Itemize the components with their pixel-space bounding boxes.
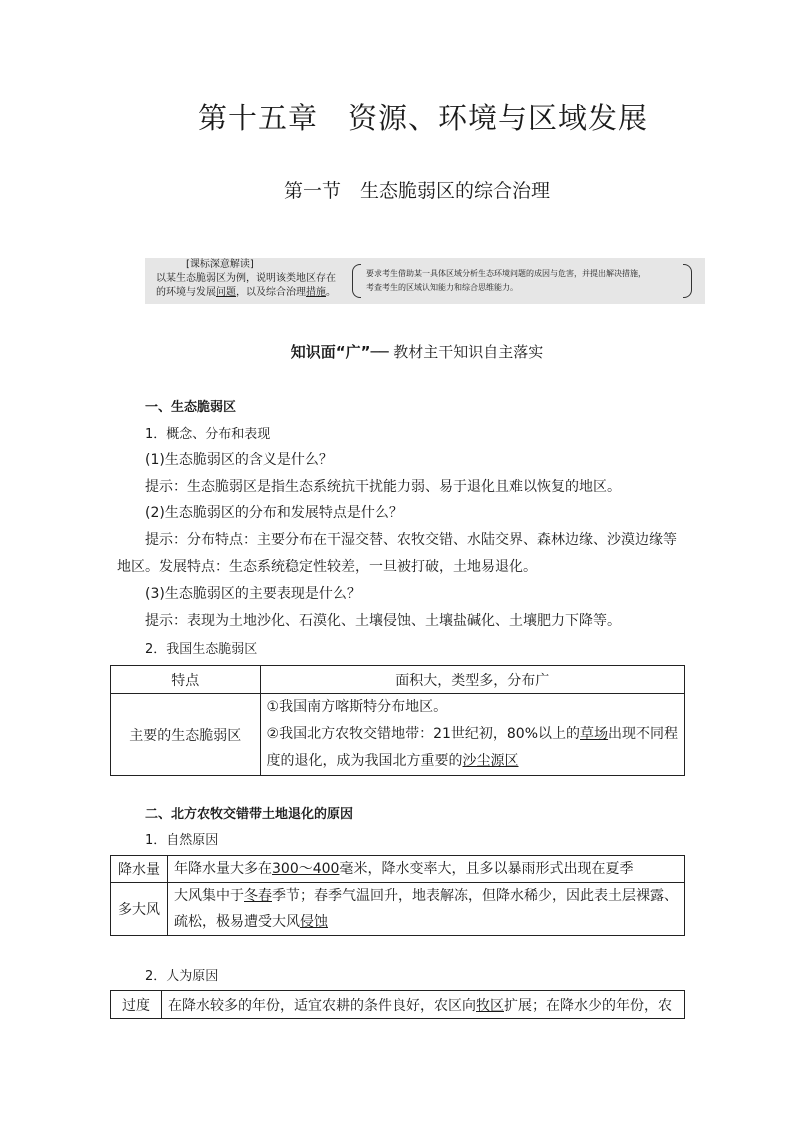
table-cell: 年降水量大多在300～400毫米，降水变率大，且多以暴雨形式出现在夏季 — [168, 856, 685, 883]
natural-causes-table — [110, 855, 685, 936]
banner-interpretation — [352, 264, 692, 300]
table-row — [111, 694, 685, 776]
section-title: 第一节 生态脆弱区的综合治理 — [283, 180, 550, 202]
human-causes-table — [110, 990, 685, 1019]
answer-2-line2: 地区。发展特点：生态系统稳定性较差，一旦被打破，土地易退化。 — [117, 559, 537, 575]
part1-sub1: 1．概念、分布和表现 — [145, 427, 271, 442]
question-2: (2)生态脆弱区的分布和发展特点是什么？ — [145, 505, 403, 521]
left-brace-icon — [352, 264, 361, 298]
table-header-cell: 面积大，类型多，分布广 — [260, 666, 684, 694]
table-row — [111, 856, 685, 883]
table-cell: 主要的生态脆弱区 — [111, 694, 261, 776]
table-row — [111, 991, 685, 1019]
banner-left-line1: 以某生态脆弱区为例，说明该类地区存在 — [156, 273, 336, 284]
table-header-cell: 特点 — [111, 666, 261, 694]
table-cell: ①我国南方喀斯特分布地区。 ②我国北方农牧交错地带：21世纪初，80%以上的草场出现不同程 度的退化，成为我国北方重要的沙尘源区 — [260, 694, 684, 776]
knowledge-heading: 知识面“广”── 教材主干知识自主落实 — [290, 343, 544, 361]
part2-sub2: 2．人为原因 — [145, 969, 219, 984]
fragile-areas-table — [110, 665, 685, 776]
question-3: (3)生态脆弱区的主要表现是什么？ — [145, 586, 361, 602]
right-brace-icon — [683, 264, 692, 298]
banner-right-line2: 考查考生的区域认知能力和综合思维能力。 — [366, 283, 518, 292]
answer-1: 提示：生态脆弱区是指生态系统抗干扰能力弱、易于退化且难以恢复的地区。 — [145, 479, 621, 495]
question-1: (1)生态脆弱区的含义是什么？ — [145, 452, 333, 468]
banner-label: [课标深意解读] — [186, 259, 254, 270]
part2-heading: 二、北方农牧交错带土地退化的原因 — [145, 807, 354, 822]
chapter-title: 第十五章 资源、环境与区域发展 — [197, 101, 648, 135]
banner-standard-text — [156, 272, 356, 300]
banner-left-line2: 的环境与发展问题，以及综合治理措施。 — [156, 287, 336, 298]
part1-heading: 一、生态脆弱区 — [145, 400, 237, 415]
table-cell: 大风集中于冬春季节；春季气温回升，地表解冻，但降水稀少，因此表土层裸露、 疏松，极易遭受大风侵蚀 — [168, 883, 685, 936]
table-cell: 在降水较多的年份，适宜农耕的条件良好，农区向牧区扩展；在降水少的年份，农 — [162, 991, 685, 1019]
banner-right-line1: 要求考生借助某一具体区域分析生态环境问题的成因与危害，并提出解决措施， — [366, 269, 646, 278]
table-cell: 降水量 — [111, 856, 168, 883]
part1-sub2: 2．我国生态脆弱区 — [145, 642, 258, 657]
table-cell: 多大风 — [111, 883, 168, 936]
answer-2-line1: 提示：分布特点：主要分布在干湿交替、农牧交错、水陆交界、森林边缘、沙漠边缘等 — [145, 532, 677, 548]
answer-3: 提示：表现为土地沙化、石漠化、土壤侵蚀、土壤盐碱化、土壤肥力下降等。 — [145, 613, 621, 629]
table-cell: 过度 — [111, 991, 162, 1019]
part2-sub1: 1．自然原因 — [145, 833, 219, 848]
table-row — [111, 666, 685, 694]
table-row — [111, 883, 685, 936]
